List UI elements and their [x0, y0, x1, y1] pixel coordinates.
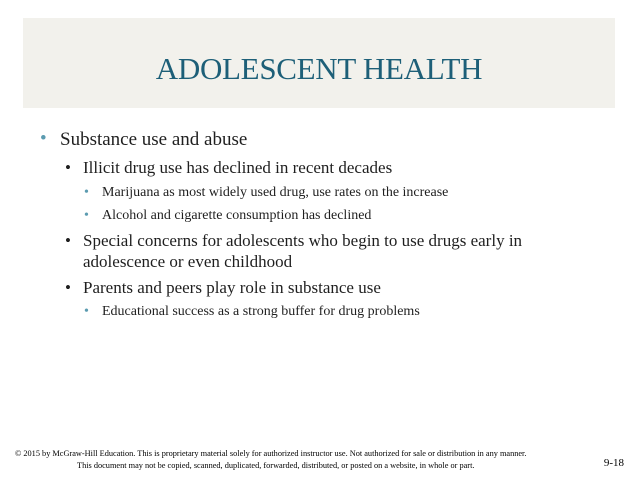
bullet-level3-marijuana: Marijuana as most widely used drug, use rates on the increase — [102, 185, 449, 200]
bullet-level3-educational-success: Educational success as a strong buffer for drug problems — [102, 304, 420, 319]
bullet-marker: • — [65, 158, 71, 177]
bullet-marker: • — [84, 208, 89, 223]
bullet-level2-special-concerns-continued: adolescence or even childhood — [83, 252, 293, 271]
copyright-line-2: This document may not be copied, scanned, duplicated, forwarded, distributed, or posted on a website, in whole or part. — [77, 460, 475, 470]
bullet-marker: • — [84, 304, 89, 319]
slide-title: ADOLESCENT HEALTH — [155, 51, 483, 86]
copyright-notice — [15, 448, 575, 471]
copyright-line-1: © 2015 by McGraw-Hill Education. This is proprietary material solely for authorized instructor use. Not authorized for sale or distribution in any manner. — [15, 449, 527, 458]
bullet-marker: • — [40, 128, 47, 149]
title-band — [23, 18, 615, 108]
bullet-marker: • — [65, 278, 71, 297]
bullet-level2-parents-peers: Parents and peers play role in substance use — [83, 278, 381, 297]
bullet-level2-illicit-drug-use: Illicit drug use has declined in recent decades — [83, 158, 393, 177]
bullet-level2-special-concerns: Special concerns for adolescents who begin to use drugs early in — [83, 231, 523, 250]
bullet-level1-substance-use: Substance use and abuse — [60, 129, 248, 150]
bullet-marker: • — [65, 231, 71, 250]
bullet-level3-alcohol-cigarette: Alcohol and cigarette consumption has declined — [102, 208, 372, 223]
bullet-marker: • — [84, 185, 89, 200]
page-number: 9-18 — [603, 457, 624, 469]
